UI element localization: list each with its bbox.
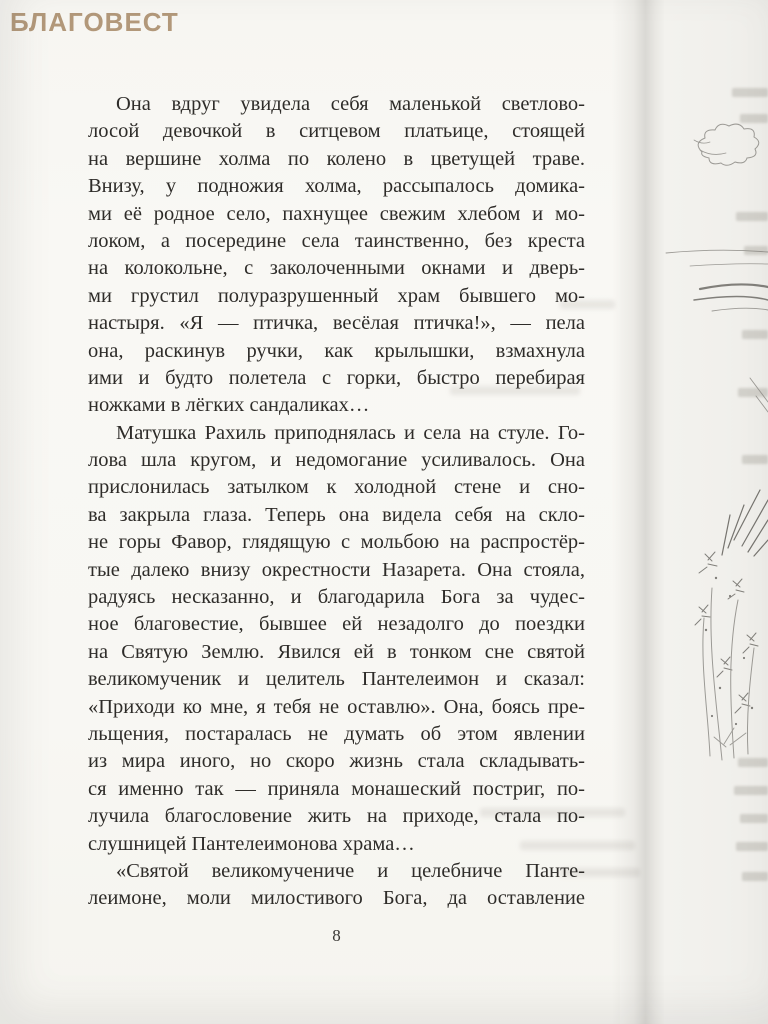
text-line: лова шла кругом, и недомогание усиливалось. Она bbox=[88, 449, 585, 472]
page-gutter-shadow bbox=[612, 0, 666, 1024]
text-line: ва закрыла глаза. Теперь она видела себя на скло- bbox=[88, 503, 585, 526]
text-line: не горы Фавор, глядящую с мольбою на распростёр- bbox=[88, 531, 585, 554]
store-logo: БЛАГОВЕСТ bbox=[10, 7, 179, 37]
pencil-sketch-illustration bbox=[664, 0, 768, 1024]
text-line: «Святой великомучениче и целебниче Панте- bbox=[116, 859, 585, 882]
text-line: лосой девочкой в ситцевом платьице, стоящей bbox=[88, 120, 585, 143]
text-line: льщения, постаралась не думать об этом явлении bbox=[88, 722, 585, 745]
text-line: ми её родное село, пахнущее свежим хлебом и мо- bbox=[88, 202, 585, 225]
text-line: настыря. «Я — птичка, весёлая птичка!», — пела bbox=[88, 312, 585, 335]
text-line: ное благовестие, бывшее ей незадолго до поездки bbox=[88, 613, 585, 636]
text-line: тые далеко внизу окрестности Назарета. Она стояла, bbox=[88, 558, 585, 581]
facing-page-edge bbox=[664, 0, 768, 1024]
text-line: радуясь несказанно, и благодарила Бога за чудес- bbox=[88, 586, 585, 609]
text-line: локом, а посередине села таинственно, без креста bbox=[88, 229, 585, 252]
body-text bbox=[88, 91, 585, 913]
text-line: ми грустил полуразрушенный храм бывшего мо- bbox=[88, 284, 585, 307]
text-line: Она вдруг увидела себя маленькой светлово- bbox=[116, 93, 585, 115]
text-line: ся именно так — приняла монашеский постриг, по- bbox=[88, 777, 585, 800]
text-line: лучила благословение жить на приходе, стала по- bbox=[88, 805, 585, 828]
text-line: из мира иного, но скоро жизнь стала складывать- bbox=[88, 750, 585, 773]
text-line: ими и будто полетела с горки, быстро перебирая bbox=[88, 366, 585, 389]
text-line: она, раскинув ручки, как крылышки, взмахнула bbox=[88, 339, 585, 362]
text-line: на Святую Землю. Явился ей в тонком сне святой bbox=[88, 640, 585, 663]
text-line: прислонилась затылком к холодной стене и сно- bbox=[88, 476, 585, 499]
text-line: на вершине холма по колено в цветущей траве. bbox=[88, 147, 585, 170]
text-line: слушницей Пантелеимонова храма… bbox=[88, 832, 415, 855]
text-line: ножками в лёгких сандаликах… bbox=[88, 394, 370, 417]
text-line: леимоне, моли милостивого Бога, да оставление bbox=[88, 887, 585, 910]
page-number: 8 bbox=[332, 926, 341, 945]
text-line: Внизу, у подножия холма, рассыпалось домика- bbox=[88, 175, 585, 198]
text-line: «Приходи ко мне, я тебя не оставлю». Она, боясь пре- bbox=[88, 695, 585, 718]
text-line: на колокольне, с заколоченными окнами и дверь- bbox=[88, 257, 585, 280]
text-line: Матушка Рахиль приподнялась и села на стуле. Го- bbox=[116, 421, 585, 444]
text-line: великомученик и целитель Пантелеимон и сказал: bbox=[88, 668, 585, 691]
